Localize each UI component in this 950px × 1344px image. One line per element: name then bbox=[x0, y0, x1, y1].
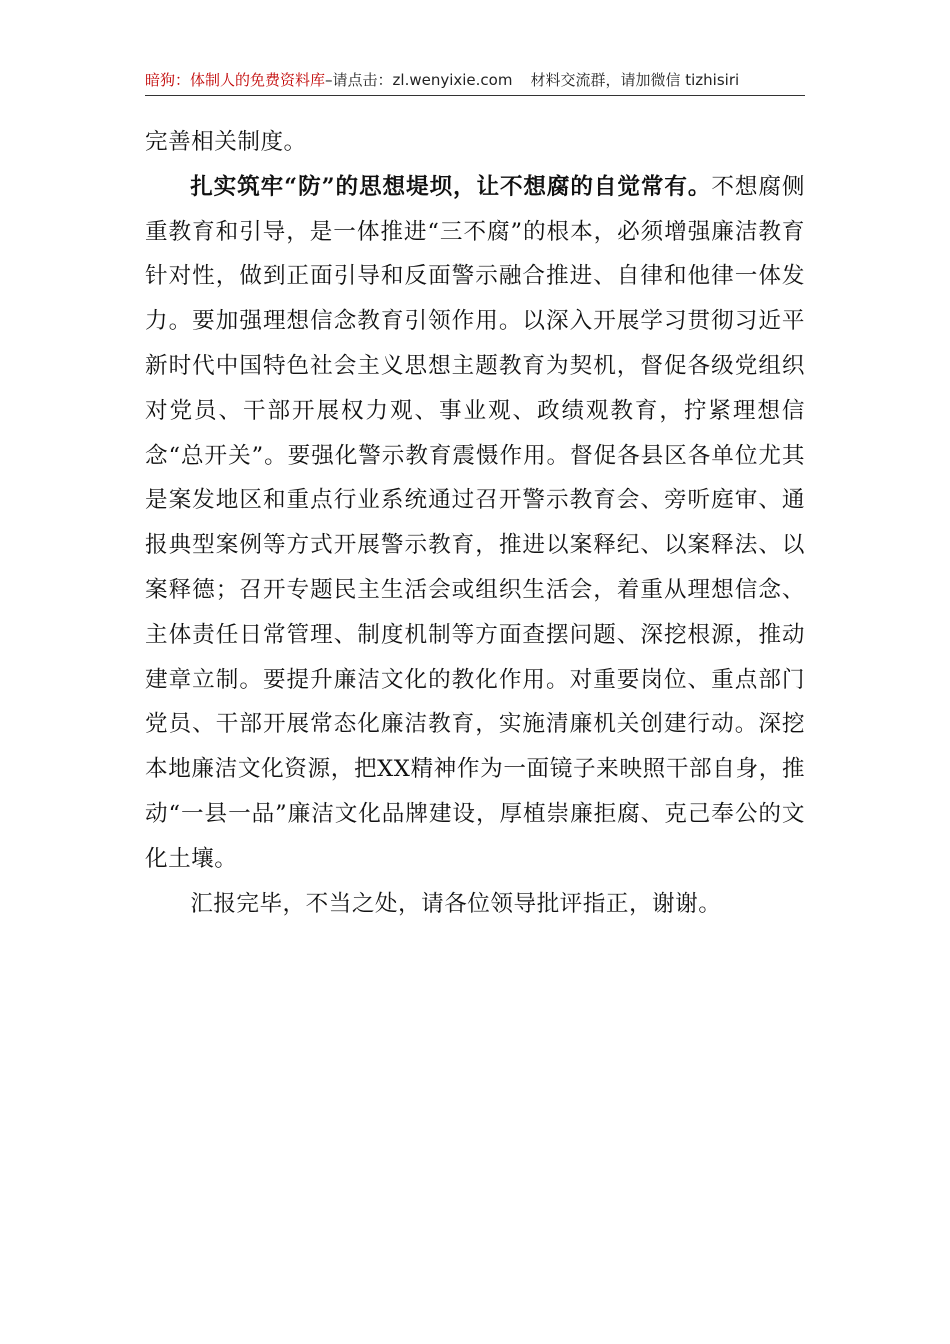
paragraph-closing: 汇报完毕，不当之处，请各位领导批评指正，谢谢。 bbox=[190, 890, 722, 917]
paragraph-heading: 扎实筑牢“防”的思想堤坝，让不想腐的自觉常有。 bbox=[190, 173, 712, 200]
header-url-link[interactable]: zl.wenyixie.com bbox=[392, 71, 513, 89]
header-click-prefix: –请点击： bbox=[325, 71, 393, 89]
paragraph-body: 不想腐侧重教育和引导，是一体推进“三不腐”的根本，必须增强廉洁教育针对性，做到正面引导和反面警示融合推进、自律和他律一体发力。要加强理想信念教育引领作用。以深入开展学习贯彻习近平新时代中国特色社会主义思想主题教育为契机，督促各级党组织对党员、干部开展权力观、事业观、政绩观教育，拧紧理想信念“总开关”。要强化警示教育震慑作用。督促各县区各单位尤其是案发地区和重点行业系统通过召开警示教育会、旁听庭审、通报典型案例等方式开展警示教育，推进以案释纪、以案释法、以案释德；召开专题民主生活会或组织生活会，着重从理想信念、主体责任日常管理、制度机制等方面查摆问题、深挖根源，推动建章立制。要提升廉洁文化的教化作用。对重要岗位、重点部门党员、干部开展常态化廉洁教育，实施清廉机关创建行动。深挖本地廉洁文化资源，把XX精神作为一面镜子来映照干部自身，推动“一县一品”廉洁文化品牌建设，厚植崇廉拒腐、克己奉公的文化土壤。 bbox=[145, 173, 806, 872]
page-header bbox=[145, 66, 805, 94]
header-wechat-note: 材料交流群，请加微信 tizhisiri bbox=[530, 71, 740, 89]
paragraph-continuation: 完善相关制度。 bbox=[145, 129, 307, 155]
header-divider bbox=[145, 95, 805, 96]
header-brand: 暗狗：体制人的免费资料库 bbox=[145, 71, 326, 89]
paragraph-prevention bbox=[145, 165, 805, 882]
document-body bbox=[145, 120, 805, 926]
